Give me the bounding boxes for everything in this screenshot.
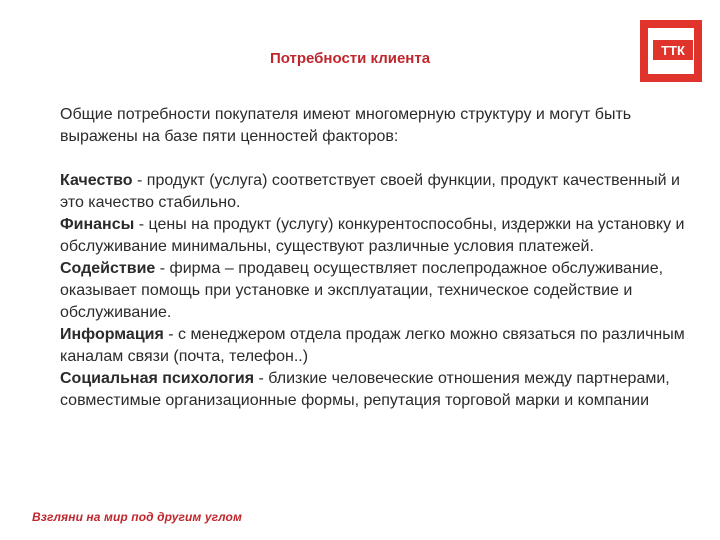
page-title: Потребности клиента xyxy=(269,50,431,67)
item-term: Качество xyxy=(60,172,133,189)
list-item xyxy=(60,324,690,368)
slide-body xyxy=(60,104,690,412)
list-item xyxy=(60,258,690,324)
logo-text: ТТК xyxy=(661,43,685,58)
list-item xyxy=(60,170,690,214)
item-description: - фирма – продавец осуществляет послепродажное обслуживание, оказывает помощь при установке и эксплуатации, техническое содействие и обслуживание. xyxy=(60,260,664,321)
item-term: Финансы xyxy=(60,216,135,233)
item-description: - близкие человеческие отношения между партнерами, совместимые организационные формы, репутация торговой марки и компании xyxy=(60,370,670,409)
item-term: Информация xyxy=(60,326,164,343)
footer-slogan: Взгляни на мир под другим углом xyxy=(32,510,242,524)
item-term: Социальная психология xyxy=(60,370,255,387)
intro-paragraph: Общие потребности покупателя имеют многомерную структуру и могут быть выражены на базе пяти ценностей факторов: xyxy=(60,106,632,145)
item-description: - продукт (услуга) соответствует своей функции, продукт качественный и это качество стабильно. xyxy=(60,172,680,211)
item-term: Содействие xyxy=(60,260,156,277)
item-description: - цены на продукт (услугу) конкурентоспособны, издержки на установку и обслуживание минимальны, существуют различные условия платежей. xyxy=(60,216,685,255)
list-item xyxy=(60,368,690,412)
ttk-logo-icon xyxy=(640,20,702,82)
list-item xyxy=(60,214,690,258)
item-description: - с менеджером отдела продаж легко можно связаться по различным каналам связи (почта, телефон..) xyxy=(60,326,685,365)
